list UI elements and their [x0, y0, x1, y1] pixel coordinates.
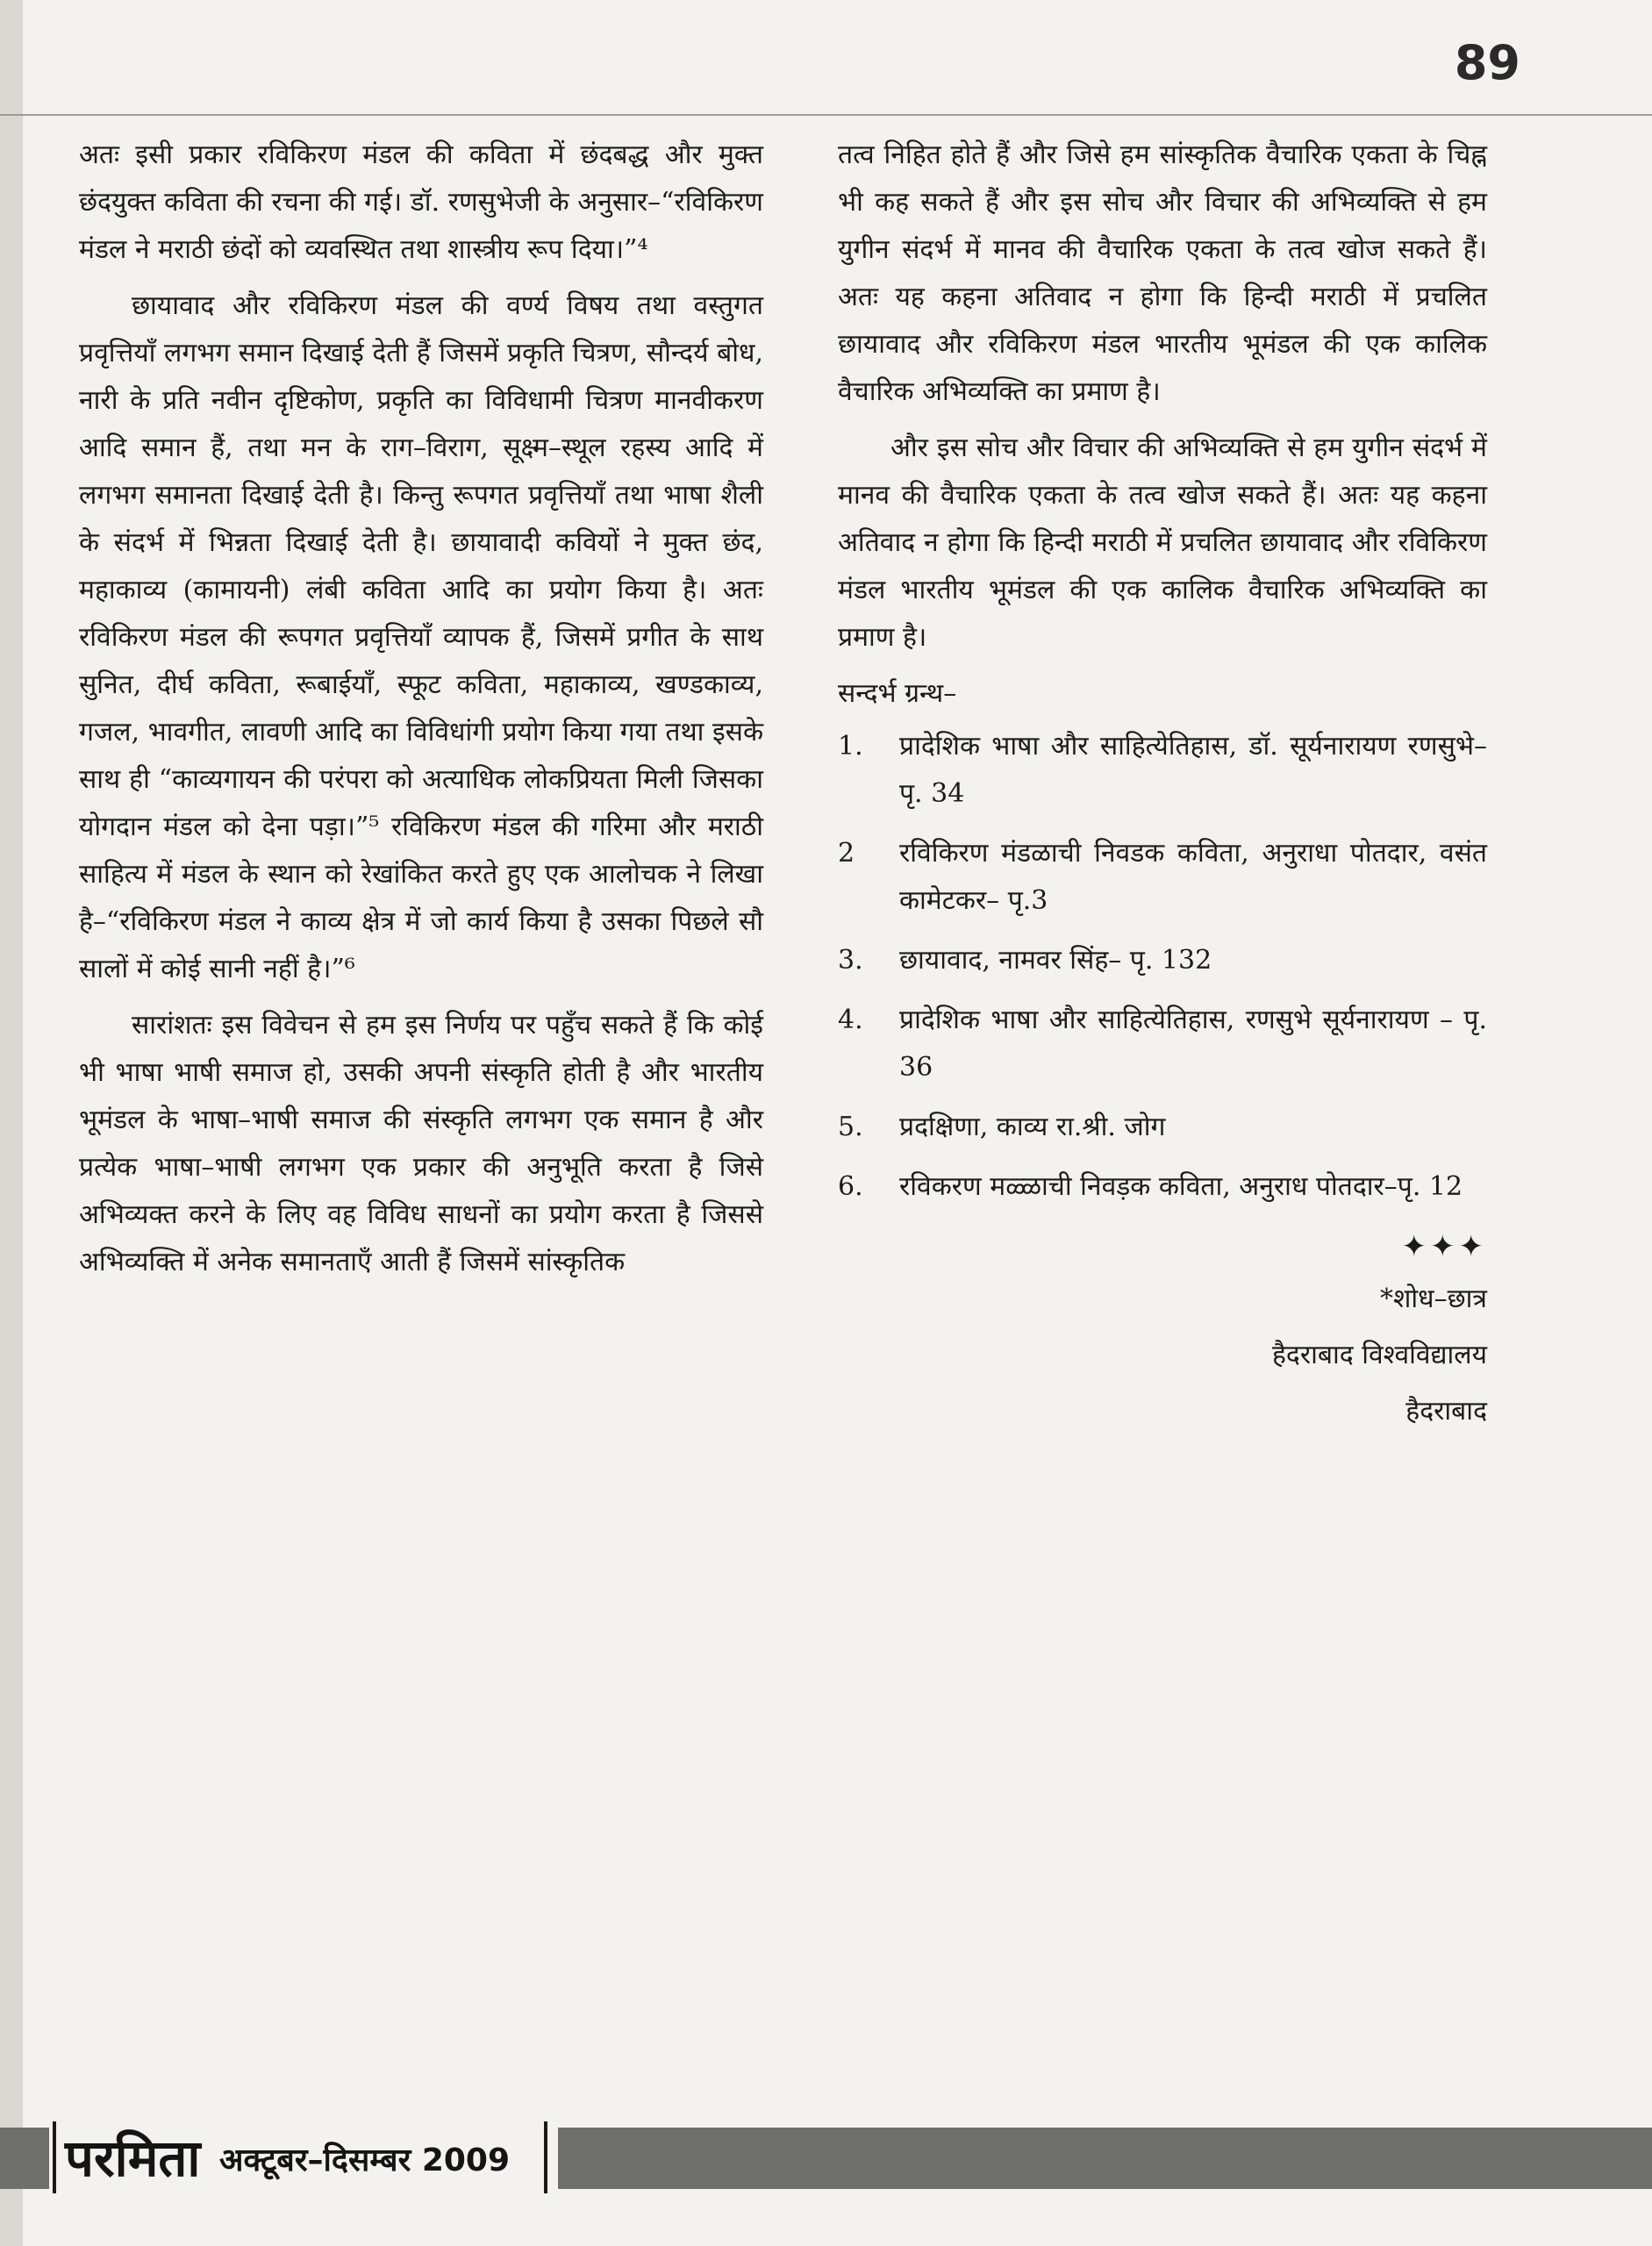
issue-date: अक्टूबर–दिसम्बर 2009 — [219, 2142, 511, 2178]
right-column — [838, 132, 1487, 1444]
reference-text: रविकिरण मंडळाची निवडक कविता, अनुराधा पोतदार, वसंत कामेटकर– पृ.3 — [899, 838, 1487, 916]
author-signature — [838, 1276, 1487, 1435]
footer-divider-left — [53, 2121, 56, 2193]
reference-number: 4. — [838, 1005, 863, 1035]
reference-number: 5. — [838, 1112, 863, 1142]
reference-item — [838, 1104, 1487, 1151]
reference-text: छायावाद, नामवर सिंह– पृ. 132 — [899, 945, 1212, 976]
author-city: हैदराबाद — [1405, 1396, 1487, 1427]
reference-text: रविकरण मळ्ळाची निवड़क कविता, अनुराध पोतदार–पृ. 12 — [899, 1171, 1463, 1202]
paragraph: और इस सोच और विचार की अभिव्यक्ति से हम युगीन संदर्भ में मानव की वैचारिक एकता के तत्व खोज सकते हैं। अतः यह कहना अतिवाद न होगा कि हिन्दी मराठी में प्रचलित छायावाद और रविकिरण मंडल भारतीय भूमंडल की एक कालिक वैचारिक अभिव्यक्ति का प्रमाण है। — [838, 433, 1487, 653]
reference-item — [838, 830, 1487, 925]
page-number: 89 — [1454, 35, 1520, 90]
reference-number: 1. — [838, 731, 863, 762]
reference-item — [838, 937, 1487, 984]
references-list — [838, 723, 1487, 1211]
reference-text: प्रादेशिक भाषा और साहित्येतिहास, डॉ. सूर्यनारायण रणसुभे– पृ. 34 — [899, 731, 1487, 809]
reference-item — [838, 723, 1487, 818]
header-rule — [0, 114, 1652, 116]
author-role: *शोध–छात्र — [1380, 1284, 1487, 1314]
reference-item — [838, 997, 1487, 1091]
reference-text: प्रदक्षिणा, काव्य रा.श्री. जोग — [899, 1112, 1166, 1142]
paragraph: तत्व निहित होते हैं और जिसे हम सांस्कृतिक वैचारिक एकता के चिह्न भी कह सकते हैं और इस सोच और विचार की अभिव्यक्ति से हम युगीन संदर्भ में मानव की वैचारिक एकता के तत्व खोज सकते हैं। अतः यह कहना अतिवाद न होगा कि हिन्दी मराठी में प्रचलित छायावाद और रविकिरण मंडल भारतीय भूमंडल की एक कालिक वैचारिक अभिव्यक्ति का प्रमाण है। — [838, 139, 1487, 407]
reference-item — [838, 1163, 1487, 1211]
reference-text: प्रादेशिक भाषा और साहित्येतिहास, रणसुभे सूर्यनारायण – पृ. 36 — [899, 1005, 1487, 1083]
footer-divider-right — [544, 2121, 547, 2193]
author-university: हैदराबाद विश्वविद्यालय — [1271, 1340, 1487, 1370]
journal-title: परमिता — [65, 2128, 201, 2188]
paragraph: अतः इसी प्रकार रविकिरण मंडल की कविता में छंदबद्ध और मुक्त छंदयुक्त कविता की रचना की गई। डॉ. रणसुभेजी के अनुसार–“रविकिरण मंडल ने मराठी छंदों को व्यवस्थित तथा शास्त्रीय रूप दिया।”⁴ — [79, 139, 763, 265]
reference-number: 6. — [838, 1171, 863, 1202]
reference-number: 2 — [838, 838, 855, 869]
paragraph: सारांशतः इस विवेचन से हम इस निर्णय पर पहुँच सकते हैं कि कोई भी भाषा भाषी समाज हो, उसकी अपनी संस्कृति होती है और भारतीय भूमंडल के भाषा–भाषी समाज की संस्कृति लगभग एक समान है और प्रत्येक भाषा–भाषी लगभग एक प्रकार की अनुभूति करता है जिसे अभिव्यक्त करने के लिए वह विविध साधनों का प्रयोग करता है जिससे अभिव्यक्ति में अनेक समानताएँ आती हैं जिसमें सांस्कृतिक — [79, 1010, 763, 1277]
page-gutter-shadow — [0, 0, 23, 2246]
reference-number: 3. — [838, 945, 863, 976]
references-heading: सन्दर्भ ग्रन्थ– — [838, 678, 957, 709]
paragraph: छायावाद और रविकिरण मंडल की वर्ण्य विषय तथा वस्तुगत प्रवृत्तियाँ लगभग समान दिखाई देती हैं जिसमें प्रकृति चित्रण, सौन्दर्य बोध, नारी के प्रति नवीन दृष्टिकोण, प्रकृति का विविधामी चित्रण मानवीकरण आदि समान हैं, तथा मन के राग–विराग, सूक्ष्म–स्थूल रहस्य आदि में लगभग समानता दिखाई देती है। किन्तु रूपगत प्रवृत्तियाँ तथा भाषा शैली के संदर्भ में भिन्नता दिखाई देती है। छायावादी कवियों ने मुक्त छंद, महाकाव्य (कामायनी) लंबी कविता आदि का प्रयोग किया है। अतः रविकिरण मंडल की रूपगत प्रवृत्तियाँ व्यापक हैं, जिसमें प्रगीत के साथ सुनित, दीर्घ कविता, रूबाईयाँ, स्फूट कविता, महाकाव्य, खण्डकाव्य, गजल, भावगीत, लावणी आदि का विविधांगी प्रयोग किया गया तथा इसके साथ ही “काव्यगायन की परंपरा को अत्याधिक लोकप्रियता मिली जिसका योगदान मंडल को देना पड़ा।”⁵ रविकिरण मंडल की गरिमा और मराठी साहित्य में मंडल के स्थान को रेखांकित करते हुए एक आलोचक ने लिखा है–“रविकिरण मंडल ने काव्य क्षेत्र में जो कार्य किया है उसका पिछले सौ सालों में कोई सानी नहीं है।”⁶ — [79, 290, 763, 984]
left-column — [79, 132, 763, 1295]
section-end-stars: ✦✦✦ — [1401, 1229, 1487, 1264]
